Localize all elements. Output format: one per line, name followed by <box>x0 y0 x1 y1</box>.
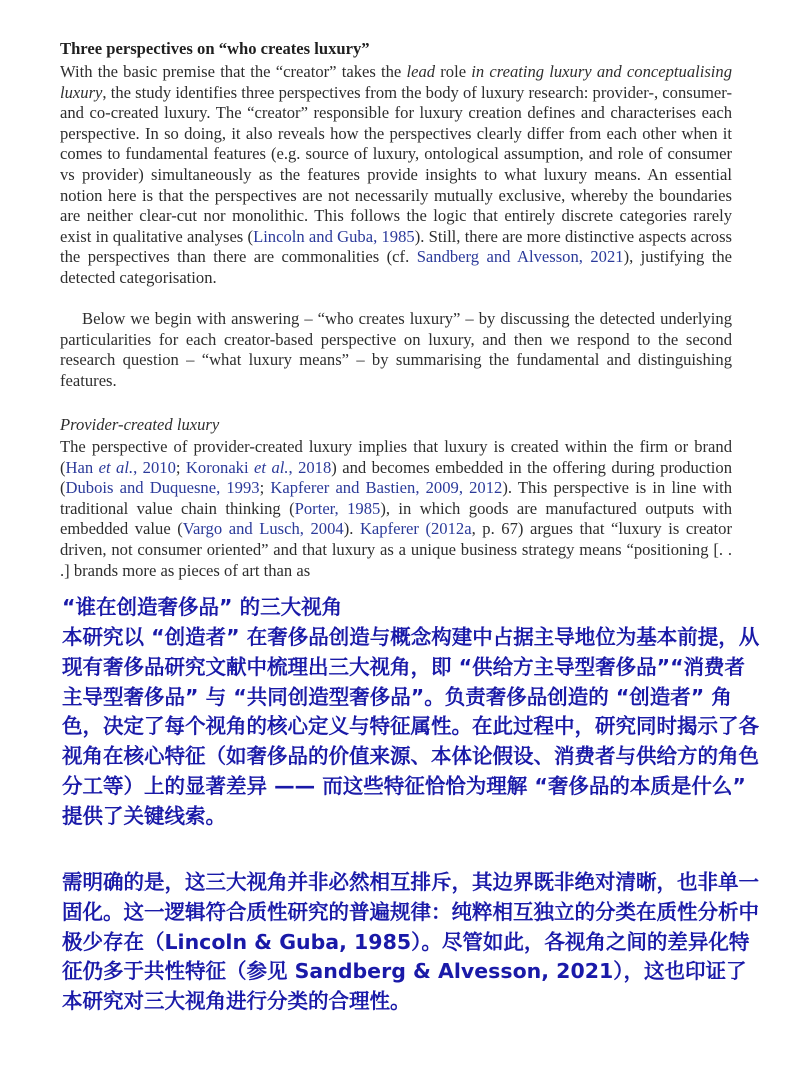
text-run: ), in which goods are manufactured outputs with embedded value ( <box>60 498 732 539</box>
citation-part: Koronaki <box>185 457 255 477</box>
paragraph-below-we-begin: Below we begin with answering – “who creates luxury” – by discussing the detected underlying particularities for each creator-based perspective on luxury, and then we respond to the second research question – “what luxury means” – by summarising the fundamental and distinguishing features. <box>60 309 732 390</box>
citation-link-kapferer-2012a[interactable]: Kapferer (2012a <box>359 519 472 539</box>
citation-link-sandberg-alvesson[interactable]: Sandberg and Alvesson, 2021 <box>416 247 624 267</box>
text-run: With the basic premise that the “creator” takes the <box>60 62 407 81</box>
citation-part: , 2010 <box>133 457 176 477</box>
subsection-heading-provider-created-luxury: Provider-created luxury <box>60 415 220 434</box>
citation-link-kapferer-bastien[interactable]: Kapferer and Bastien, 2009, 2012 <box>270 478 503 498</box>
text-run: ; <box>175 457 186 477</box>
text-run: , the study identifies three perspectives from the body of luxury research: provider-, consumer- and co-created luxury. The “creator” responsible for luxury creation defines and characterises each perspective. In so doing, it also reveals how the perspectives clearly differ from each other when it comes to fundamental features (e.g. source of luxury, ontological assumption, and role of consumer vs provider) simultaneously as the features provide insights to what luxury means. An essential notion here is that the perspectives are not necessarily mutually exclusive, whereby the boundaries are neither clear-cut nor monolithic. This follows the logic that entirely discrete categories rarely exist in qualitative analyses ( <box>60 82 732 246</box>
citation-link-dubois-duquesne[interactable]: Dubois and Duquesne, 1993 <box>65 478 260 498</box>
text-run: role <box>435 62 472 81</box>
text-run: The perspective of provider-created luxury implies that luxury is created within the firm or brand ( <box>60 437 732 477</box>
translation-paragraph-1: 本研究以 “创造者” 在奢侈品创造与概念构建中占据主导地位为基本前提，从现有奢侈品研究文献中梳理出三大视角，即 “供给方主导型奢侈品”“消费者主导型奢侈品” 与 “共同创造型奢侈品”。负责奢侈品创造的 “创造者” 角色，决定了每个视角的核心定义与特征属性。在此过程中，研究同时揭示了各视角在核心特征（如奢侈品的价值来源、本体论假设、消费者与供给方的角色分工等）上的显著差异 —— 而这些特征恰恰为理解 “奢侈品的本质是什么” 提供了关键线索。 <box>62 625 760 828</box>
citation-part: , 2018 <box>288 457 332 477</box>
citation-link-lincoln-guba[interactable]: Lincoln and Guba, 1985 <box>253 226 415 246</box>
emphasis-creating-luxury: in creating luxury and conceptualising luxury <box>60 62 732 102</box>
paragraph-premise <box>60 62 732 289</box>
citation-link-koronaki[interactable] <box>186 458 331 477</box>
text-run: ) and becomes embedded in the offering during production ( <box>60 457 733 498</box>
citation-part: Han <box>65 457 99 477</box>
text-run: ). Still, there are more distinctive aspects across the perspectives than there are commonalities (cf. <box>60 226 733 267</box>
text-run: ). <box>343 519 360 539</box>
translation-paragraph-2: 需明确的是，这三大视角并非必然相互排斥，其边界既非绝对清晰，也非单一固化。这一逻辑符合质性研究的普遍规律：纯粹相互独立的分类在质性分析中极少存在（Lincoln & Guba, 1985）。尽管如此，各视角之间的差异化特征仍多于共性特征（参见 Sandberg & Alvesson, 2021），这也印证了本研究对三大视角进行分类的合理性。 <box>62 870 759 1014</box>
citation-link-han[interactable] <box>66 458 176 477</box>
translation-title: “谁在创造奢侈品” 的三大视角 <box>62 595 343 619</box>
text-run: ), justifying the detected categorisation. <box>60 247 733 287</box>
citation-link-porter[interactable]: Porter, 1985 <box>294 498 381 518</box>
emphasis-lead: lead <box>406 62 436 81</box>
text-run: , p. 67) argues that “luxury is creator driven, not consumer oriented” and that luxury as a unique business strategy means “positioning [. . .] brands more as pieces of art than as <box>60 519 732 580</box>
text-run: ). This perspective is in line with traditional value chain thinking ( <box>60 478 732 518</box>
paragraph-provider-created <box>60 437 732 581</box>
section-heading-three-perspectives: Three perspectives on “who creates luxury” <box>60 39 370 58</box>
citation-part: et al. <box>98 457 134 477</box>
text-run: ; <box>259 478 271 498</box>
citation-link-vargo-lusch[interactable]: Vargo and Lusch, 2004 <box>182 519 344 539</box>
citation-part: et al. <box>254 457 289 477</box>
